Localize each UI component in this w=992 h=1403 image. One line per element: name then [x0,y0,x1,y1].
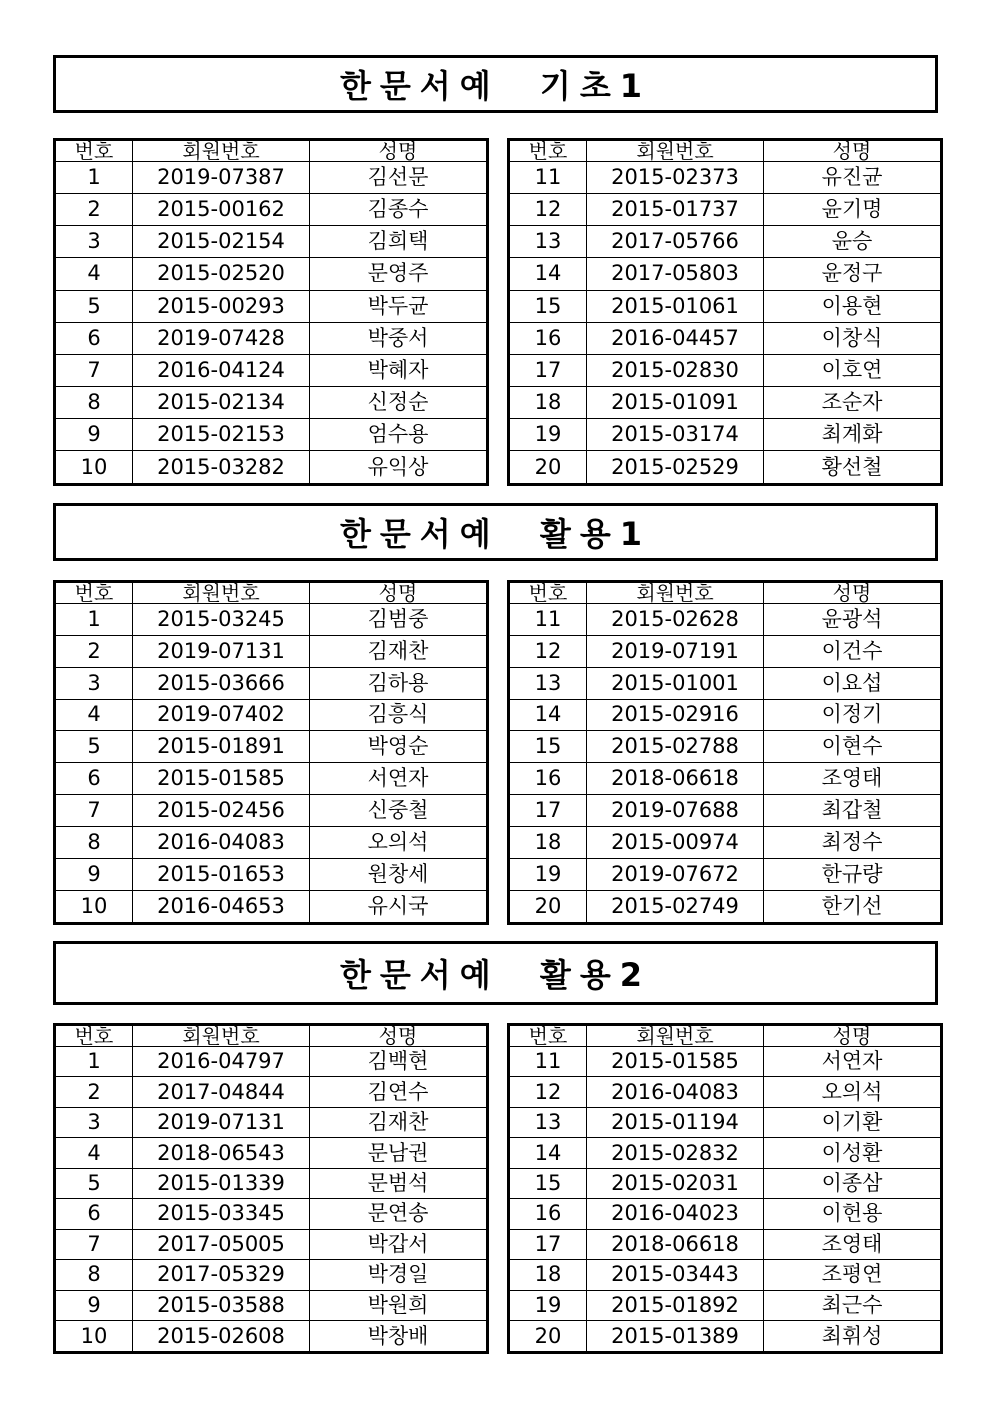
table-row [55,1077,488,1107]
table-row [509,667,942,699]
member-name: 최갑철 [764,795,942,827]
header-member-id: 회원번호 [133,1025,310,1047]
member-id: 2017-05803 [587,258,764,290]
table-row [55,1321,488,1353]
member-name: 오의석 [764,1077,942,1107]
member-name: 이성환 [764,1138,942,1168]
row-number: 20 [509,890,587,923]
member-name: 이호연 [764,354,942,386]
table-row [55,386,488,418]
row-number: 19 [509,858,587,890]
roster-table [507,580,943,925]
member-name: 박갑서 [310,1229,488,1259]
member-name: 원창세 [310,858,488,890]
member-id: 2015-02608 [133,1321,310,1353]
member-id: 2015-02628 [587,604,764,636]
member-id: 2017-04844 [133,1077,310,1107]
row-number: 4 [55,699,133,731]
table-row [55,226,488,258]
row-number: 10 [55,890,133,923]
table-row [509,386,942,418]
member-id: 2015-02788 [587,731,764,763]
member-id: 2015-03345 [133,1199,310,1229]
member-name: 박창배 [310,1321,488,1353]
member-name: 엄수용 [310,419,488,451]
section-title: 한문서예 활용2 [339,956,652,994]
member-name: 김재찬 [310,1107,488,1137]
table-row [55,1290,488,1320]
row-number: 16 [509,763,587,795]
member-name: 최계화 [764,419,942,451]
row-number: 12 [509,635,587,667]
row-number: 12 [509,1077,587,1107]
member-id: 2016-04457 [587,322,764,354]
member-id: 2016-04083 [587,1077,764,1107]
member-name: 유진균 [764,162,942,194]
member-id: 2015-01061 [587,290,764,322]
table-row [55,826,488,858]
member-name: 신정순 [310,386,488,418]
row-number: 18 [509,386,587,418]
member-name: 윤광석 [764,604,942,636]
member-id: 2015-02153 [133,419,310,451]
member-id: 2015-01585 [133,763,310,795]
member-name: 문영주 [310,258,488,290]
table-row [55,858,488,890]
table-row [509,635,942,667]
member-name: 김흥식 [310,699,488,731]
table-row [55,451,488,485]
member-id: 2019-07688 [587,795,764,827]
table-header-row [55,1025,488,1047]
table-row [509,1290,942,1320]
member-name: 김종수 [310,194,488,226]
member-name: 이건수 [764,635,942,667]
row-number: 9 [55,419,133,451]
table-row [509,1107,942,1137]
member-id: 2016-04797 [133,1047,310,1077]
member-name: 박원희 [310,1290,488,1320]
table-row [55,699,488,731]
member-name: 이요섭 [764,667,942,699]
member-id: 2015-02520 [133,258,310,290]
member-name: 이헌용 [764,1199,942,1229]
roster-table [507,1023,943,1354]
member-name: 최근수 [764,1290,942,1320]
header-no: 번호 [509,1025,587,1047]
member-id: 2015-02529 [587,451,764,485]
header-member-id: 회원번호 [587,140,764,162]
member-name: 조영태 [764,763,942,795]
member-id: 2015-02832 [587,1138,764,1168]
row-number: 2 [55,635,133,667]
table-row [55,1047,488,1077]
table-row [55,667,488,699]
table-row [55,1229,488,1259]
member-id: 2015-00162 [133,194,310,226]
member-id: 2019-07672 [587,858,764,890]
table-row [509,194,942,226]
row-number: 11 [509,604,587,636]
row-number: 3 [55,1107,133,1137]
member-id: 2015-01892 [587,1290,764,1320]
row-number: 10 [55,1321,133,1353]
roster-table [53,1023,489,1354]
member-id: 2018-06543 [133,1138,310,1168]
header-name: 성명 [764,582,942,604]
member-id: 2015-03588 [133,1290,310,1320]
member-id: 2016-04653 [133,890,310,923]
table-row [509,226,942,258]
table-row [509,890,942,923]
member-name: 황선철 [764,451,942,485]
table-row [509,604,942,636]
member-id: 2016-04124 [133,354,310,386]
row-number: 20 [509,451,587,485]
row-number: 2 [55,1077,133,1107]
member-name: 박중서 [310,322,488,354]
table-row [55,419,488,451]
table-row [55,1107,488,1137]
row-number: 12 [509,194,587,226]
section-title: 한문서예 기초1 [339,67,652,105]
row-number: 7 [55,795,133,827]
table-row [509,419,942,451]
row-number: 16 [509,1199,587,1229]
member-name: 최휘성 [764,1321,942,1353]
row-number: 19 [509,419,587,451]
member-id: 2019-07402 [133,699,310,731]
member-name: 유시국 [310,890,488,923]
member-name: 김하용 [310,667,488,699]
table-row [509,858,942,890]
member-name: 이창식 [764,322,942,354]
header-no: 번호 [55,582,133,604]
table-row [509,795,942,827]
row-number: 3 [55,226,133,258]
member-name: 조평연 [764,1260,942,1290]
header-member-id: 회원번호 [587,1025,764,1047]
member-id: 2017-05766 [587,226,764,258]
row-number: 14 [509,699,587,731]
member-id: 2017-05329 [133,1260,310,1290]
table-row [509,258,942,290]
row-number: 15 [509,731,587,763]
member-id: 2019-07387 [133,162,310,194]
row-number: 8 [55,1260,133,1290]
header-member-id: 회원번호 [133,140,310,162]
row-number: 3 [55,667,133,699]
member-id: 2019-07428 [133,322,310,354]
roster-table [53,138,489,486]
member-name: 윤승 [764,226,942,258]
row-number: 8 [55,826,133,858]
member-id: 2015-01001 [587,667,764,699]
member-id: 2015-03666 [133,667,310,699]
table-row [55,731,488,763]
table-row [55,322,488,354]
table-header-row [509,140,942,162]
table-row [509,763,942,795]
member-id: 2015-02031 [587,1168,764,1198]
table-row [509,322,942,354]
member-name: 한기선 [764,890,942,923]
member-id: 2018-06618 [587,1229,764,1259]
member-id: 2019-07191 [587,635,764,667]
header-no: 번호 [55,140,133,162]
roster-table [53,580,489,925]
member-id: 2015-02830 [587,354,764,386]
header-name: 성명 [764,140,942,162]
table-row [55,604,488,636]
table-row [509,1168,942,1198]
member-name: 최정수 [764,826,942,858]
member-name: 윤정구 [764,258,942,290]
member-id: 2015-03174 [587,419,764,451]
member-name: 조순자 [764,386,942,418]
table-row [509,1047,942,1077]
member-id: 2015-01389 [587,1321,764,1353]
section-title-box [53,941,938,1005]
table-row [55,795,488,827]
member-name: 박두균 [310,290,488,322]
member-id: 2017-05005 [133,1229,310,1259]
member-id: 2016-04023 [587,1199,764,1229]
member-id: 2015-02916 [587,699,764,731]
row-number: 6 [55,763,133,795]
row-number: 13 [509,226,587,258]
header-member-id: 회원번호 [587,582,764,604]
row-number: 1 [55,162,133,194]
row-number: 6 [55,1199,133,1229]
row-number: 11 [509,1047,587,1077]
member-name: 이정기 [764,699,942,731]
row-number: 6 [55,322,133,354]
roster-table [507,138,943,486]
member-name: 박경일 [310,1260,488,1290]
member-name: 유익상 [310,451,488,485]
table-row [55,1138,488,1168]
table-row [509,354,942,386]
header-no: 번호 [55,1025,133,1047]
table-row [55,763,488,795]
table-header-row [509,1025,942,1047]
table-row [55,258,488,290]
table-row [509,1077,942,1107]
row-number: 20 [509,1321,587,1353]
member-id: 2016-04083 [133,826,310,858]
member-id: 2015-02749 [587,890,764,923]
row-number: 15 [509,1168,587,1198]
row-number: 19 [509,1290,587,1320]
table-row [509,731,942,763]
member-name: 이종삼 [764,1168,942,1198]
member-name: 문범석 [310,1168,488,1198]
row-number: 15 [509,290,587,322]
member-name: 박혜자 [310,354,488,386]
table-row [509,162,942,194]
member-id: 2015-01091 [587,386,764,418]
row-number: 5 [55,731,133,763]
member-name: 김연수 [310,1077,488,1107]
table-header-row [55,140,488,162]
table-row [509,699,942,731]
row-number: 2 [55,194,133,226]
member-id: 2015-02373 [587,162,764,194]
table-row [509,1229,942,1259]
member-name: 이현수 [764,731,942,763]
row-number: 8 [55,386,133,418]
row-number: 13 [509,667,587,699]
table-row [55,635,488,667]
member-name: 김희택 [310,226,488,258]
member-id: 2015-03282 [133,451,310,485]
member-name: 김범중 [310,604,488,636]
row-number: 18 [509,1260,587,1290]
row-number: 4 [55,1138,133,1168]
row-number: 14 [509,1138,587,1168]
table-header-row [509,582,942,604]
member-id: 2015-01194 [587,1107,764,1137]
member-id: 2018-06618 [587,763,764,795]
member-name: 한규량 [764,858,942,890]
table-row [509,1260,942,1290]
member-name: 이기환 [764,1107,942,1137]
row-number: 1 [55,1047,133,1077]
member-id: 2019-07131 [133,1107,310,1137]
member-id: 2015-01653 [133,858,310,890]
table-row [55,194,488,226]
table-row [55,1199,488,1229]
member-id: 2015-01585 [587,1047,764,1077]
table-row [55,290,488,322]
table-row [55,1260,488,1290]
table-row [509,1138,942,1168]
row-number: 4 [55,258,133,290]
member-name: 서연자 [764,1047,942,1077]
header-name: 성명 [310,1025,488,1047]
header-no: 번호 [509,582,587,604]
member-name: 문남권 [310,1138,488,1168]
row-number: 13 [509,1107,587,1137]
table-header-row [55,582,488,604]
row-number: 9 [55,1290,133,1320]
header-member-id: 회원번호 [133,582,310,604]
member-name: 김백현 [310,1047,488,1077]
table-row [55,1168,488,1198]
member-id: 2015-03443 [587,1260,764,1290]
row-number: 1 [55,604,133,636]
header-no: 번호 [509,140,587,162]
header-name: 성명 [310,582,488,604]
row-number: 5 [55,290,133,322]
member-name: 윤기명 [764,194,942,226]
member-name: 오의석 [310,826,488,858]
member-id: 2015-03245 [133,604,310,636]
row-number: 11 [509,162,587,194]
table-row [55,354,488,386]
section-title: 한문서예 활용1 [339,515,652,553]
row-number: 7 [55,354,133,386]
row-number: 14 [509,258,587,290]
member-name: 신중철 [310,795,488,827]
row-number: 10 [55,451,133,485]
row-number: 17 [509,795,587,827]
section-title-box [53,503,938,561]
member-name: 김재찬 [310,635,488,667]
table-row [509,451,942,485]
table-row [509,1321,942,1353]
member-name: 이용현 [764,290,942,322]
table-row [509,826,942,858]
header-name: 성명 [310,140,488,162]
member-id: 2015-02154 [133,226,310,258]
row-number: 16 [509,322,587,354]
member-name: 서연자 [310,763,488,795]
row-number: 17 [509,1229,587,1259]
member-id: 2015-02134 [133,386,310,418]
member-id: 2019-07131 [133,635,310,667]
row-number: 17 [509,354,587,386]
member-id: 2015-00974 [587,826,764,858]
row-number: 7 [55,1229,133,1259]
row-number: 5 [55,1168,133,1198]
member-name: 박영순 [310,731,488,763]
member-name: 문연송 [310,1199,488,1229]
member-id: 2015-00293 [133,290,310,322]
header-name: 성명 [764,1025,942,1047]
table-row [55,890,488,923]
member-id: 2015-01737 [587,194,764,226]
table-row [509,290,942,322]
section-title-box [53,55,938,113]
table-row [55,162,488,194]
member-id: 2015-02456 [133,795,310,827]
member-name: 김선문 [310,162,488,194]
member-id: 2015-01891 [133,731,310,763]
member-id: 2015-01339 [133,1168,310,1198]
table-row [509,1199,942,1229]
row-number: 9 [55,858,133,890]
member-name: 조영태 [764,1229,942,1259]
row-number: 18 [509,826,587,858]
